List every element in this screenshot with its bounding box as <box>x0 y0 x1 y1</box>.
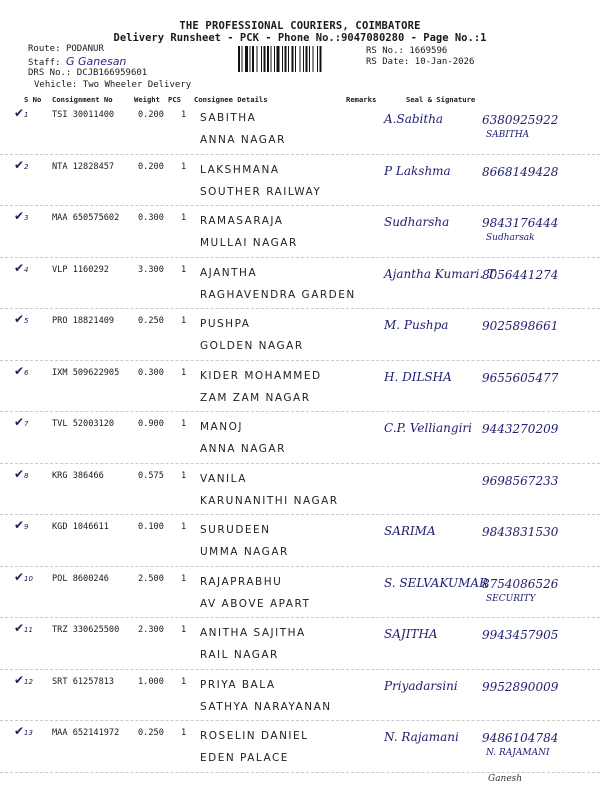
row-weight: 0.900 <box>138 419 164 429</box>
col-remarks-header: Remarks <box>346 95 377 104</box>
row-consignment-no: KRG 386466 <box>52 470 104 481</box>
row-consignment-no: MAA 652141972 <box>52 728 120 738</box>
row-divider <box>0 617 600 618</box>
row-phone: 9843831530 <box>482 525 559 539</box>
row-consignee-address: RAIL NAGAR <box>200 649 279 661</box>
barcode-icon <box>238 46 362 72</box>
delivered-check-icon: ✔ <box>14 569 25 584</box>
row-divider <box>0 154 600 155</box>
row-weight: 3.300 <box>138 264 164 275</box>
row-consignee-name: SURUDEEN <box>200 524 271 536</box>
row-weight: 0.575 <box>138 470 164 481</box>
row-consignee-address: GOLDEN NAGAR <box>200 340 304 352</box>
row-consignee-name: KIDER MOHAMMED <box>200 369 322 382</box>
row-pcs: 1 <box>181 264 187 275</box>
row-phone: 9025898661 <box>482 319 559 333</box>
row-consignment-no: KGD 1046611 <box>52 522 109 532</box>
col-weight-header: Weight <box>134 95 160 104</box>
rs-date-label: RS Date: <box>366 57 410 67</box>
row-signature: C.P. Velliangiri <box>384 421 472 435</box>
row-phone: 9698567233 <box>482 473 559 488</box>
row-sno: 5 <box>24 317 29 325</box>
row-signature: H. DILSHA <box>384 369 452 384</box>
row-consignee-name: PUSHPA <box>200 318 251 330</box>
row-sno: 9 <box>24 523 29 531</box>
row-pcs: 1 <box>181 522 187 532</box>
row-sno: 4 <box>24 265 29 274</box>
row-divider <box>0 360 600 361</box>
row-pcs: 1 <box>181 676 187 687</box>
row-consignee-address: KARUNANITHI NAGAR <box>200 494 339 507</box>
row-weight: 0.300 <box>138 213 164 223</box>
row-consignee-name: LAKSHMANA <box>200 163 280 176</box>
col-sno-header: S No <box>24 95 42 104</box>
row-signature: Priyadarsini <box>384 678 458 693</box>
delivered-check-icon: ✔ <box>14 157 25 172</box>
row-weight: 0.200 <box>138 110 164 120</box>
row-pcs: 1 <box>181 470 187 481</box>
row-phone: 8668149428 <box>482 164 559 179</box>
delivered-check-icon: ✔ <box>14 106 25 120</box>
row-pcs: 1 <box>181 213 187 223</box>
vehicle-field <box>34 80 191 90</box>
row-divider <box>0 669 600 670</box>
row-phone: 8754086526 <box>482 576 559 591</box>
rs-date-value: 10-Jan-2026 <box>414 57 475 67</box>
row-weight: 0.250 <box>138 316 164 326</box>
row-divider <box>0 463 600 464</box>
row-signature-name: Sudharsak <box>486 233 535 243</box>
vehicle-value: Two Wheeler Delivery <box>82 80 192 90</box>
row-weight: 0.200 <box>138 161 164 172</box>
delivered-check-icon: ✔ <box>14 621 25 635</box>
drs-value: DCJB166959601 <box>76 68 148 78</box>
row-consignee-name: AJANTHA <box>200 266 258 279</box>
delivered-check-icon: ✔ <box>14 724 25 738</box>
row-sno: 1 <box>24 111 29 119</box>
row-consignee-name: PRIYA BALA <box>200 678 276 691</box>
delivered-check-icon: ✔ <box>14 415 25 429</box>
runsheet-subtitle: Delivery Runsheet - PCK - Phone No.:9047080280 - Page No.:1 <box>113 32 487 44</box>
row-signature-name: N. RAJAMANI <box>486 748 550 758</box>
row-signature: N. Rajamani <box>384 730 459 744</box>
vehicle-label: Vehicle: <box>34 80 78 90</box>
row-pcs: 1 <box>181 625 187 635</box>
row-consignee-name: MANOJ <box>200 421 243 433</box>
row-weight: 0.100 <box>138 522 164 532</box>
row-signature: S. SELVAKUMAR <box>384 575 489 590</box>
delivered-check-icon: ✔ <box>14 672 25 687</box>
col-consignment-header: Consignment No <box>52 95 113 104</box>
row-divider <box>0 772 600 773</box>
row-pcs: 1 <box>181 316 187 326</box>
rs-no-value: 1669596 <box>409 46 448 56</box>
row-phone: 9843176444 <box>482 216 559 230</box>
row-sno: 10 <box>24 574 33 583</box>
row-pcs: 1 <box>181 110 187 120</box>
delivered-check-icon: ✔ <box>14 209 25 223</box>
row-phone: 9486104784 <box>482 731 559 745</box>
row-pcs: 1 <box>181 419 187 429</box>
row-consignee-name: ANITHA SAJITHA <box>200 627 306 639</box>
row-weight: 2.500 <box>138 573 164 584</box>
row-consignee-name: VANILA <box>200 472 247 485</box>
row-consignee-name: RAMASARAJA <box>200 215 284 227</box>
row-signature: SAJITHA <box>384 627 438 641</box>
row-consignment-no: NTA 12828457 <box>52 161 115 172</box>
row-divider <box>0 257 600 258</box>
staff-label: Staff: <box>28 58 61 68</box>
rs-date-field <box>366 57 474 67</box>
row-consignee-address: SATHYA NARAYANAN <box>200 700 332 713</box>
row-sno: 6 <box>24 368 29 377</box>
row-pcs: 1 <box>181 573 187 584</box>
row-pcs: 1 <box>181 728 187 738</box>
row-consignment-no: TSI 30011400 <box>52 110 115 120</box>
row-consignee-name: ROSELIN DANIEL <box>200 730 309 742</box>
delivered-check-icon: ✔ <box>14 466 25 481</box>
row-sno: 3 <box>24 214 29 222</box>
row-consignment-no: VLP 1160292 <box>52 264 109 275</box>
row-divider <box>0 308 600 309</box>
row-phone: 8056441274 <box>482 267 559 282</box>
row-phone: 6380925922 <box>482 113 559 127</box>
route-value: PODANUR <box>65 44 104 54</box>
row-consignment-no: POL 8600246 <box>52 573 109 584</box>
row-signature: Ajantha Kumari. T <box>384 266 495 281</box>
row-signature-name: SABITHA <box>486 130 530 140</box>
row-pcs: 1 <box>181 161 187 172</box>
col-pcs-header: PCS <box>168 95 181 104</box>
row-sno: 7 <box>24 420 29 428</box>
row-weight: 0.250 <box>138 728 164 738</box>
row-consignment-no: PRO 18821409 <box>52 316 115 326</box>
row-consignment-no: MAA 650575602 <box>52 213 120 223</box>
row-weight: 1.000 <box>138 676 164 687</box>
row-consignment-no: SRT 61257813 <box>52 676 115 687</box>
row-sno: 11 <box>24 626 33 634</box>
row-weight: 2.300 <box>138 625 164 635</box>
row-divider <box>0 514 600 515</box>
drs-label: DRS No.: <box>28 68 72 78</box>
row-signature: P Lakshma <box>384 163 451 178</box>
row-pcs: 1 <box>181 367 187 378</box>
row-consignee-address: ANNA NAGAR <box>200 134 286 146</box>
row-sno: 2 <box>24 162 29 171</box>
row-consignee-address: ZAM ZAM NAGAR <box>200 391 311 404</box>
row-phone: 9443270209 <box>482 422 559 436</box>
col-seal-header: Seal & Signature <box>406 95 476 104</box>
row-consignee-address: AV ABOVE APART <box>200 597 311 610</box>
row-consignee-address: RAGHAVENDRA GARDEN <box>200 288 356 301</box>
staff-field <box>28 55 126 68</box>
row-consignee-address: MULLAI NAGAR <box>200 237 298 249</box>
row-phone: 9952890009 <box>482 679 559 694</box>
rs-no-label: RS No.: <box>366 46 404 56</box>
row-consignee-address: UMMA NAGAR <box>200 546 289 558</box>
rs-no-field <box>366 46 447 56</box>
row-divider <box>0 720 600 721</box>
row-divider <box>0 205 600 206</box>
row-weight: 0.300 <box>138 367 164 378</box>
row-consignment-no: TVL 52003120 <box>52 419 115 429</box>
row-consignment-no: IXM 509622905 <box>52 367 120 378</box>
row-signature: Sudharsha <box>384 215 450 229</box>
row-consignment-no: TRZ 330625500 <box>52 625 120 635</box>
staff-value: G Ganesan <box>65 55 127 68</box>
row-signature: SARIMA <box>384 524 436 538</box>
runsheet-company-title: THE PROFESSIONAL COURIERS, COIMBATORE <box>179 20 421 32</box>
col-consignee-header: Consignee Details <box>194 95 268 104</box>
row-phone: 9655605477 <box>482 370 559 385</box>
row-signature-name: SECURITY <box>486 593 536 604</box>
delivered-check-icon: ✔ <box>14 363 25 378</box>
row-consignee-name: RAJAPRABHU <box>200 575 283 588</box>
delivered-check-icon: ✔ <box>14 260 25 275</box>
footer-signature: Ganesh <box>488 774 523 784</box>
row-signature: A.Sabitha <box>384 112 444 126</box>
row-divider <box>0 566 600 567</box>
row-sno: 12 <box>24 677 33 686</box>
row-consignee-name: SABITHA <box>200 112 257 124</box>
row-consignee-address: ANNA NAGAR <box>200 443 286 455</box>
route-field <box>28 44 104 54</box>
row-divider <box>0 411 600 412</box>
delivered-check-icon: ✔ <box>14 312 25 326</box>
route-label: Route: <box>28 44 61 54</box>
row-phone: 9943457905 <box>482 628 559 642</box>
row-consignee-address: EDEN PALACE <box>200 752 289 764</box>
row-consignee-address: SOUTHER RAILWAY <box>200 185 322 198</box>
row-sno: 8 <box>24 471 29 480</box>
drs-field <box>28 68 147 78</box>
row-signature: M. Pushpa <box>384 318 449 332</box>
row-sno: 13 <box>24 729 33 737</box>
delivered-check-icon: ✔ <box>14 518 25 532</box>
